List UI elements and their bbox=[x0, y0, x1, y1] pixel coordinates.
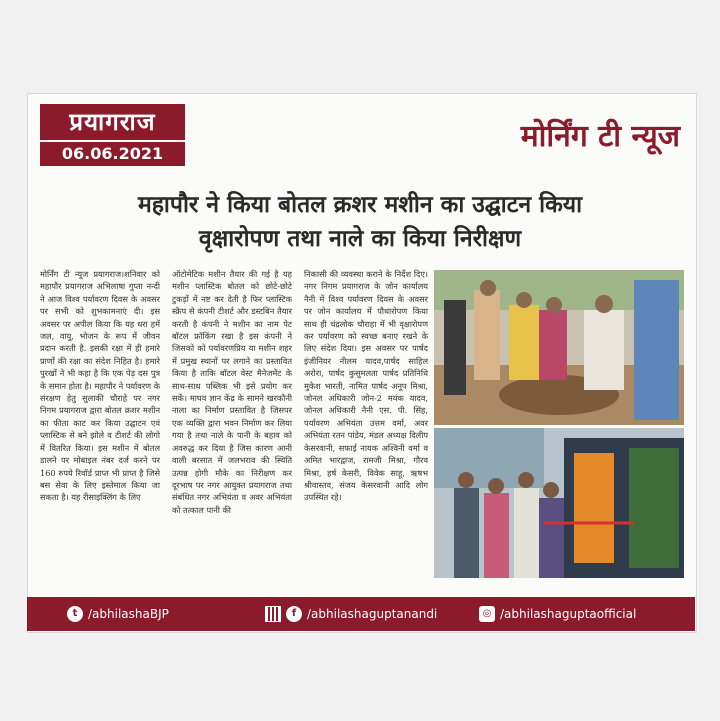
date-label: 06.06.2021 bbox=[40, 142, 185, 166]
photo-inauguration bbox=[434, 428, 684, 578]
facebook-icon: f bbox=[286, 606, 302, 622]
headline bbox=[40, 188, 680, 256]
twitter-link[interactable] bbox=[67, 597, 169, 631]
qr-code-icon bbox=[265, 606, 281, 622]
instagram-link[interactable] bbox=[479, 597, 636, 631]
article-column-3: निकासी की व्यवस्था कराने के निर्देश दिए। नगर निगम प्रयागराज के जोन कार्यालय नैनी में विश्व पर्यावरण दिवस के अवसर पर जोन कार्यालय में पौधारोपण किया साथ ही चंद्रलोक चौराहा में भी वृक्षारोपण कर पर्यावरण को स्वच्छ बनाए रखने के लिए संदेश दिया। इस अवसर पर पार्षद इंजीनियर नीलम यादव,पार्षद साहिल अरोरा, पार्षद कुसुमलता पार्षद प्रतिनिधि मुकेश भारती, नामित पार्षद अनूप मिश्रा, जोनल अधिकारी जोन-2 मयंक यादव, जोनल अधिकारी नैनी एस. पी. सिंह, पर्यावरण अभियंता उत्तम वर्मा, अवर अभियंता रतन पांडेय, मंडल अध्यक्ष दिलीप केसरवानी, सफाई नायक अश्विनी वर्मा व अमित भारद्वाज, रामजी मिश्रा, गौरव मिश्रा, हर्ष केसरी, विवेक साहू, ऋषभ श्रीवास्तव, संजय केसरवानी आदि लोग उपस्थित रहे। bbox=[304, 269, 428, 503]
article-column-3-wrap bbox=[304, 268, 428, 578]
headline-line-1: महापौर ने किया बोतल क्रशर मशीन का उद्घाटन किया bbox=[137, 191, 583, 218]
twitter-icon: t bbox=[67, 606, 83, 622]
brand-name: मोर्निंग टी न्यूज bbox=[520, 119, 680, 154]
facebook-link[interactable] bbox=[265, 597, 437, 631]
city-label: प्रयागराज bbox=[40, 104, 185, 140]
footer-bar bbox=[27, 597, 695, 631]
photo-tree-planting bbox=[434, 270, 684, 425]
twitter-handle: /abhilashaBJP bbox=[88, 607, 169, 621]
instagram-handle: /abhilashaguptaofficial bbox=[500, 607, 637, 621]
instagram-icon: ◎ bbox=[479, 606, 495, 622]
facebook-handle: /abhilashaguptanandi bbox=[307, 607, 438, 621]
article-column-1: मोर्निंग टी न्यूज प्रयागराज।शनिवार को महापौर प्रयागराज अभिलाषा गुप्ता नन्दी ने आज विश्व पर्यावरण दिवस के अवसर पर सभी को शुभकामनाएं दी। इस अवसर पर अपील किया कि यह धरा हमें जल, वायु, भोजन के रूप में जीवन प्रदान करती है. इसकी रक्षा में ही हमारे प्राणों की रक्षा का संदेश निहित है। हमारे पुरखों ने भी कहा है कि एक पेड़ दस पुत्र के समान होता है। महापौर ने पर्यावरण के संरक्षण हेतु सुलाकी चौराहे पर नगर निगम प्रयागराज द्वारा बोतल क्रशर मशीन का फीता काट कर किया उद्घाटन एवं प्लास्टिक से बने झोले व टीशर्ट की लोगो में वितरित किया। इस मशीन में बोतल डालने पर मोबाइल नंबर दर्ज करने पर 160 रुपये रिवॉर्ड प्राप्त भी प्राप्त है जिसे बस सेवा के लिए इस्तेमाल किया जा सकता है। यह रीसाइक्लिंग के लिए bbox=[40, 269, 160, 503]
headline-line-2: वृक्षारोपण तथा नाले का किया निरीक्षण bbox=[198, 225, 522, 252]
article-column-2: ऑटोमेटिक मशीन तैयार की गई है यह मशीन प्लास्टिक बोतल को छोटे-छोटे टुकड़ों में नष्ट कर देती है फिर प्लास्टिक स्क्रैप से कंपनी टीशर्ट और डस्टबिन तैयार करती है कंपनी ने मशीन का नाम पेट बॉटल फ्रॉकिंग रखा है इस कंपनी ने जिसको को पर्यावरणप्रिय या मशीन शहर में प्रमुख स्थानों पर लगाने का प्रस्तावित किया है ताकि बॉटल वेस्ट मैनेजमेंट के साथ-साथ पब्लिक भी इसे प्रयोग कर सकें। माघव ज्ञान केंद्र के सामने खरकौनी नाला का निर्माण प्रस्तावित है जिसपर एक व्यक्ति द्वारा भवन निर्माण कर लिया गया है तथा नाले के पानी के बहाव को अवरुद्ध कर दिया है जिस कारण आनी वाली बरसात में जलभराव की स्थिति उत्पन्न होगी मौके का निरीक्षण कर दूरभाष पर नगर आयुक्त प्रयागराज तथा संबंधित नगर अभियंता व अवर अभियंता को तत्काल पानी की bbox=[172, 269, 292, 515]
